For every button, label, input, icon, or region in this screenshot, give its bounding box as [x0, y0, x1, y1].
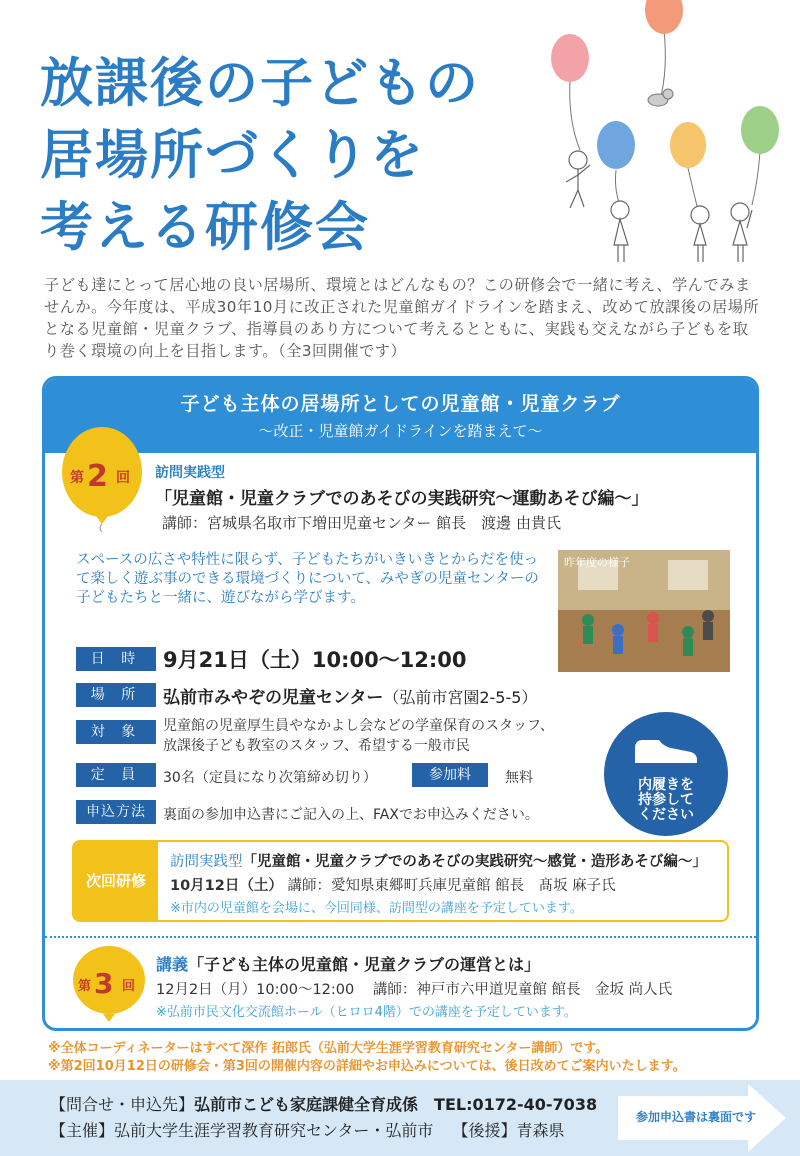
- host-label: 【主催】: [50, 1121, 115, 1140]
- session-3-date: 12月2日（月）10:00～12:00: [156, 982, 355, 998]
- shoe-notice-line-1: 内履きを: [638, 777, 694, 793]
- date-value: 9月21日（土）10:00～12:00: [163, 648, 467, 672]
- shoe-icon: [631, 730, 701, 770]
- last-year-photo: [558, 550, 730, 672]
- session-3-type: 講義: [156, 955, 189, 974]
- panel-header: [45, 379, 756, 453]
- panel-subheading: ～改正・児童館ガイドラインを踏まえて～: [258, 422, 543, 440]
- apply-label: 申込方法: [76, 800, 156, 824]
- support-label: 【後援】: [452, 1121, 517, 1140]
- session-2-lecturer: 講師：宮城県名取市下増田児童センター 館長 渡邊 由貴氏: [162, 514, 561, 532]
- target-line-2: 放課後子ども教室のスタッフ、希望する一般市民: [163, 738, 470, 754]
- footnote-1: ※全体コーディネーターはすべて深作 拓郎氏（弘前大学生涯学習教育研究センター講師）です。: [48, 1041, 609, 1056]
- session-divider: [45, 936, 756, 938]
- capacity-value: 30名（定員になり次第締め切り）: [163, 770, 377, 786]
- session-3-badge-number: 3: [94, 967, 114, 1000]
- date-label: 日 時: [76, 647, 156, 671]
- target-line-1: 児童館の児童厚生員やなかよし会などの学童保育のスタッフ、: [163, 718, 554, 734]
- next-session-title: [170, 850, 707, 871]
- target-label: 対 象: [76, 720, 156, 744]
- balloon-children-illustration: [528, 0, 800, 270]
- next-session-date: 10月12日（土）: [170, 878, 283, 894]
- footer: [0, 1080, 800, 1156]
- place-value: [163, 683, 537, 708]
- host-value: 弘前大学生涯学習教育研究センター・弘前市: [114, 1121, 434, 1140]
- session-2-badge-number: 2: [87, 459, 108, 494]
- host-row: [50, 1118, 565, 1141]
- next-session-lecturer: 講師：愛知県東郷町兵庫児童館 館長 髙坂 麻子氏: [287, 878, 616, 894]
- session-3-lecturer: 講師：神戸市六甲道児童館 館長 金坂 尚人氏: [372, 982, 673, 998]
- next-session-box: [72, 840, 729, 922]
- shoe-notice-text: [604, 778, 728, 823]
- session-2-description: スペースの広さや特性に限らず、子どもたちがいきいきとからだを使って楽しく遊ぶ事のできる環境づくりについて、みやぎの児童センターの子どもたちと一緒に、遊びながら学びます。: [76, 552, 539, 606]
- session-2-balloon-badge: [60, 426, 144, 532]
- page-title: [40, 48, 560, 264]
- photo-caption: 昨年度の様子: [564, 556, 630, 569]
- contact-tel: TEL:0172-40-7038: [434, 1095, 598, 1114]
- footnote-2: ※第2回10月12日の研修会・第3回の開催内容の詳細やお申込みについては、後日改めてご案内いたします。: [48, 1059, 686, 1074]
- capacity-label: 定 員: [76, 763, 156, 787]
- fee-value: 無料: [505, 770, 533, 786]
- support-value: 青森県: [516, 1121, 565, 1140]
- session-3-title: [156, 952, 540, 975]
- indoor-shoes-notice: [604, 712, 728, 836]
- session-3-note: ※弘前市民文化交流館ホール（ヒロロ4階）での講座を予定しています。: [156, 1005, 577, 1020]
- session-3-lecture: 「子ども主体の児童館・児童クラブの運営とは」: [188, 955, 541, 974]
- application-form-arrow-text: 参加申込書は裏面です: [636, 1110, 757, 1124]
- application-form-arrow: [618, 1084, 788, 1152]
- session-3-badge-suffix: 回: [122, 979, 136, 994]
- session-2-badge-prefix: 第: [70, 470, 84, 486]
- next-session-details: [170, 874, 616, 895]
- next-session-lecture: 「児童館・児童クラブでのあそびの実践研究～感覚・造形あそび編～」: [242, 854, 707, 870]
- shoe-notice-line-2: 持参して: [638, 792, 694, 808]
- session-2-type: 訪問実践型: [155, 465, 225, 481]
- place-address: （弘前市宮園2-5-5）: [383, 688, 538, 707]
- contact-row: [50, 1092, 597, 1115]
- session-3-badge-prefix: 第: [78, 979, 92, 994]
- title-line-2: 居場所づくりを: [40, 125, 425, 186]
- next-session-note: ※市内の児童館を会場に、今回同様、訪問型の講座を予定しています。: [170, 901, 583, 916]
- next-session-tag: 次回研修: [74, 842, 158, 920]
- shoe-notice-line-3: ください: [638, 807, 694, 823]
- session-3-balloon-badge: [70, 944, 148, 1026]
- apply-value: 裏面の参加申込書にご記入の上、FAXでお申込みください。: [163, 807, 539, 823]
- contact-label: 【問合せ・申込先】: [50, 1095, 195, 1114]
- session-2-badge-suffix: 回: [116, 470, 130, 486]
- contact-name: 弘前市こども家庭課健全育成係: [194, 1095, 419, 1114]
- place-name: 弘前市みやぞの児童センター: [163, 688, 384, 708]
- session-2-lecture-title: 「児童館・児童クラブでのあそびの実践研究～運動あそび編～」: [155, 489, 649, 509]
- next-session-type: 訪問実践型: [170, 854, 243, 870]
- intro-text: 子ども達にとって居心地の良い居場所、環境とはどんなもの？この研修会で一緒に考え、学んでみませんか。今年度は、平成30年10月に改正された児童館ガイドラインを踏まえ、改めて放課後の居場所となる児童館・児童クラブ、指導員のあり方について考えるとともに、実践も交えながら子どもを取り巻く環境の向上を目指します。（全3回開催です）: [44, 276, 760, 360]
- session-3-details: [156, 978, 672, 999]
- title-line-1: 放課後の子どもの: [40, 53, 480, 114]
- place-label: 場 所: [76, 683, 156, 707]
- footnotes: [48, 1040, 686, 1076]
- fee-label: 参加料: [412, 763, 488, 787]
- panel-heading: 子ども主体の居場所としての児童館・児童クラブ: [180, 393, 621, 415]
- title-line-3: 考える研修会: [40, 197, 370, 258]
